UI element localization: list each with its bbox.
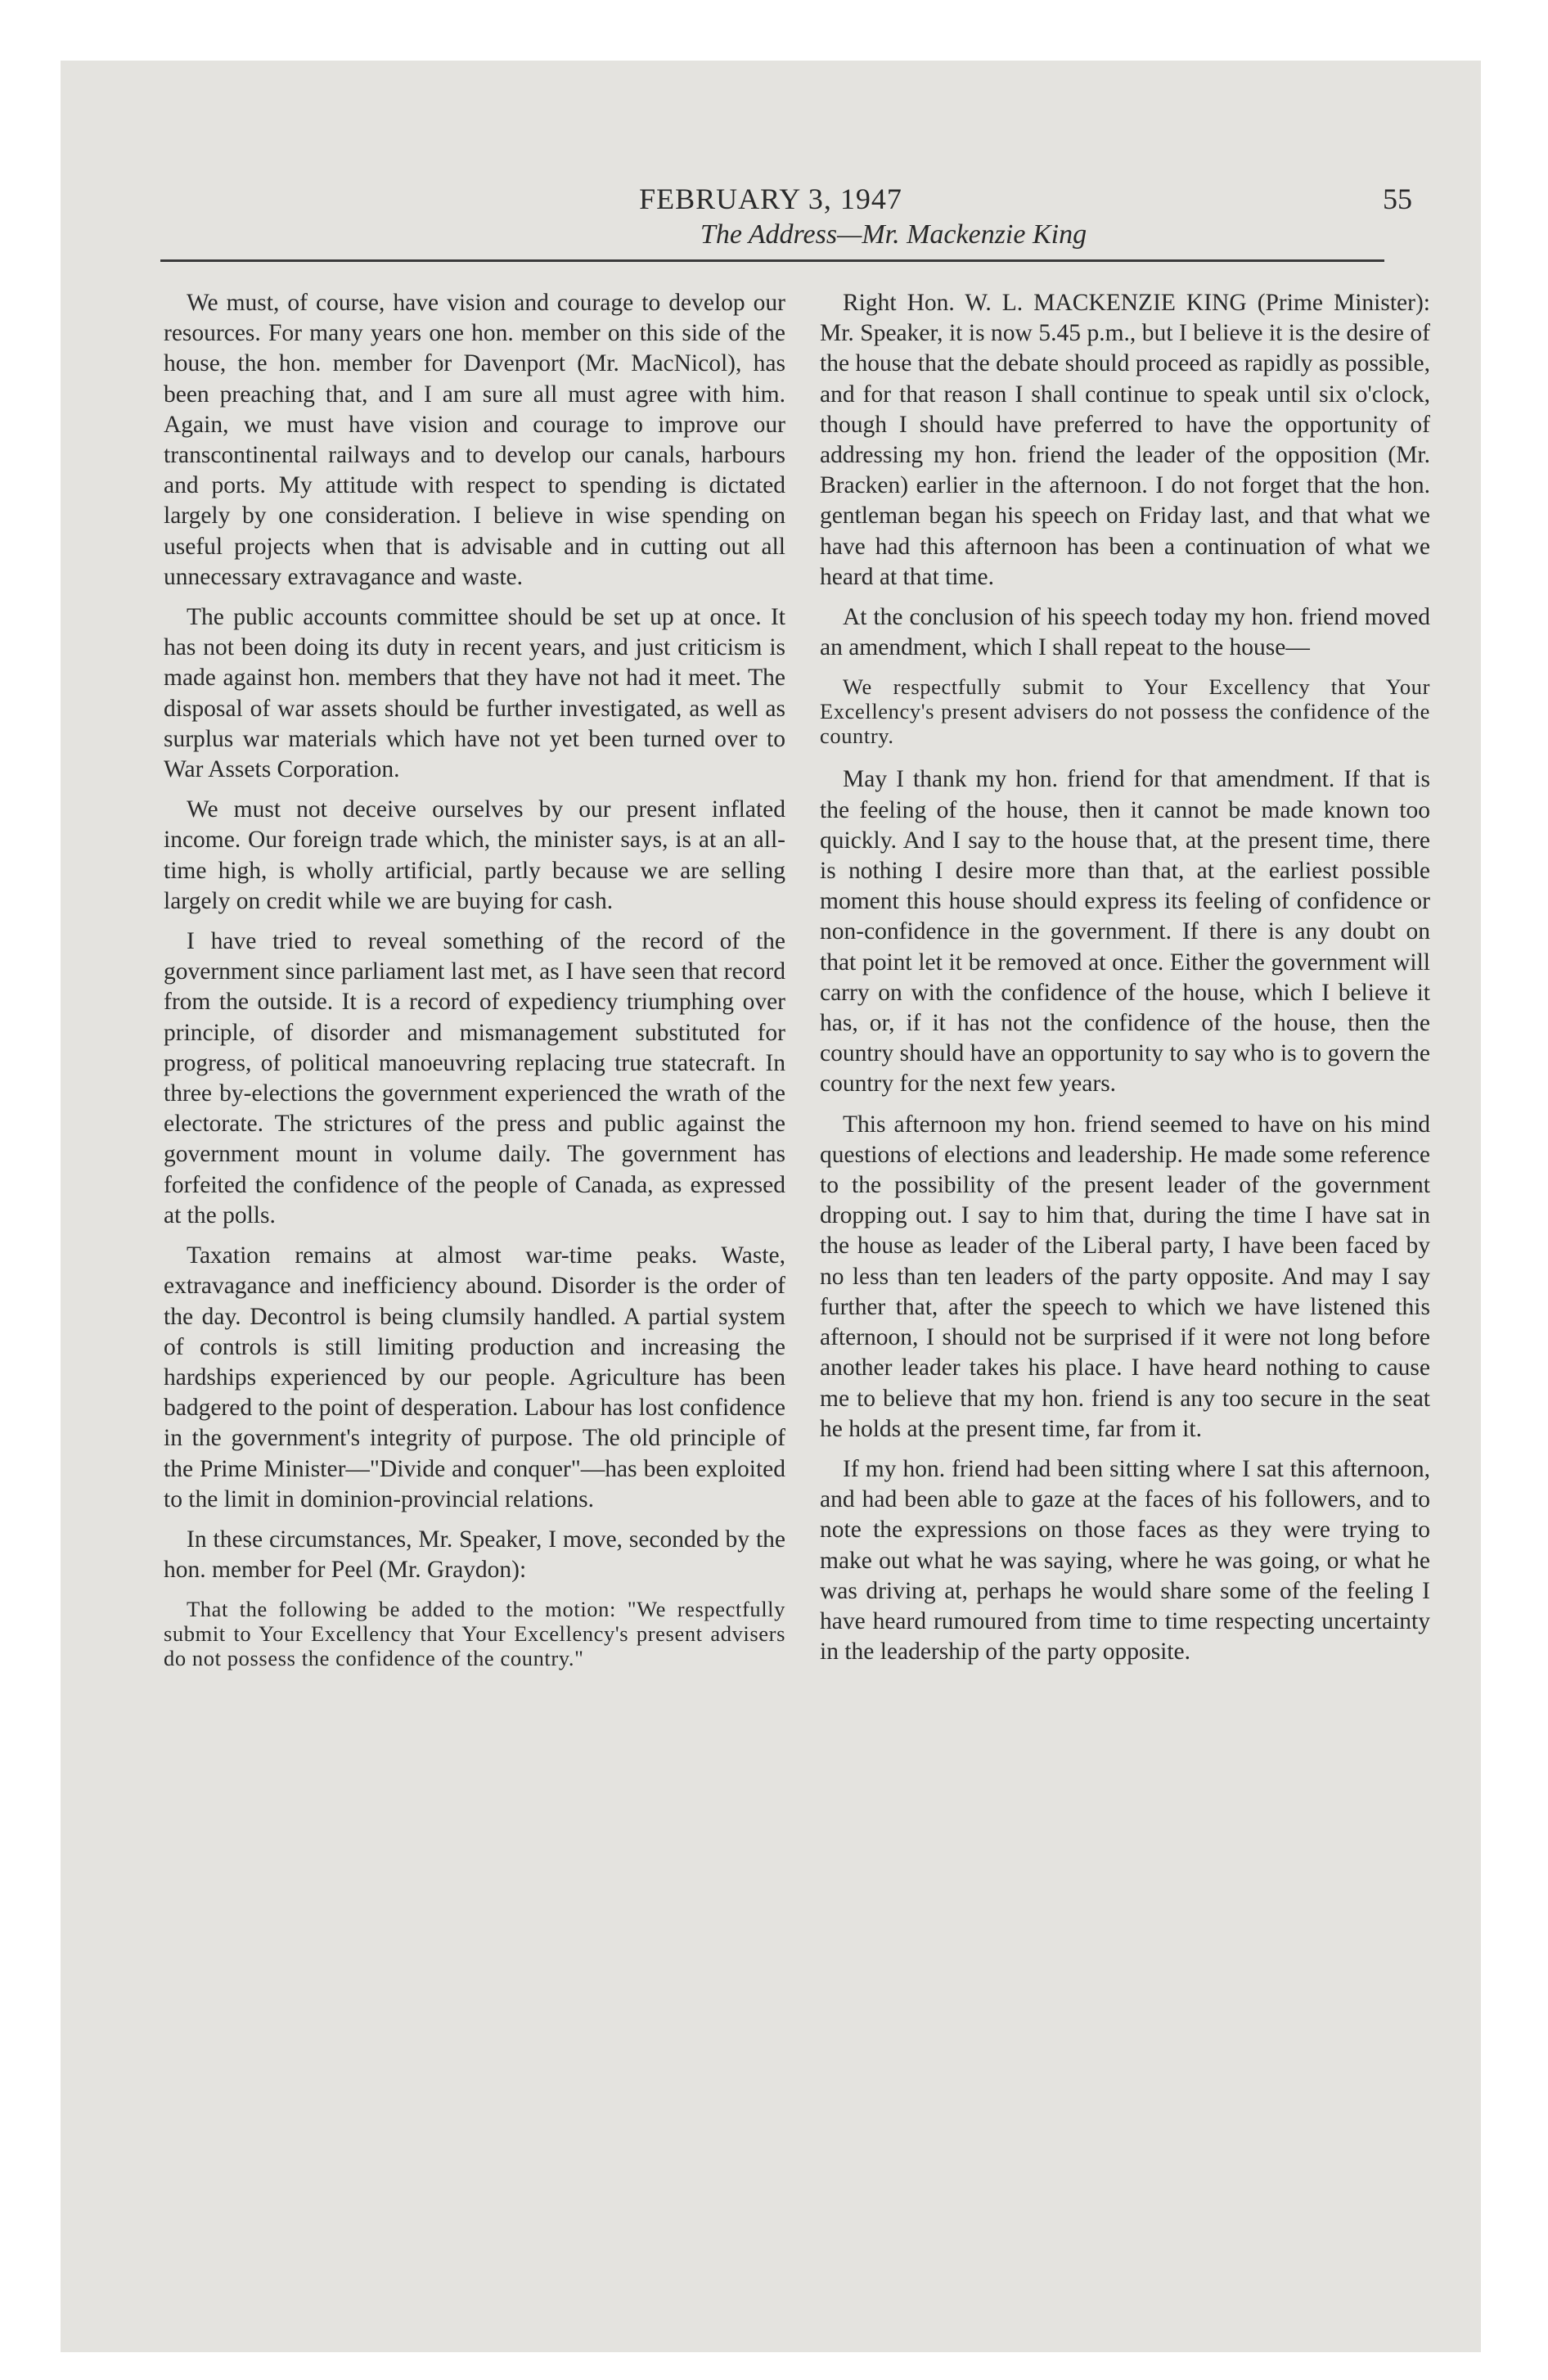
left-column [164,288,785,1670]
paragraph: We must not deceive ourselves by our present inflated income. Our foreign trade which, the minister says, is at an all-time high, is wholly artificial, partly because we are selling largely on credit while we are buying for cash. [164,796,785,914]
amendment-quote: We respectfully submit to Your Excellency that Your Excellency's present advisers do not possess the confidence of the country. [820,674,1430,749]
paragraph: We must, of course, have vision and courage to develop our resources. For many years one hon. member on this side of the house, the hon. member for Davenport (Mr. MacNicol), has been preaching that, and I am sure all must agree with him. Again, we must have vision and courage to improve our transcontinental railways and to develop our canals, harbours and ports. My attitude with respect to spending is dictated largely by one consideration. I believe in wise spending on useful projects when that is advisable and in cutting out all unnecessary extravagance and waste. [164,290,785,590]
paragraph: The public accounts committee should be set up at once. It has not been doing its duty in recent years, and just criticism is made against hon. members that they have not had it meet. The disposal of war assets should be further investigated, as well as surplus war materials which have not yet been turned over to War Assets Corporation. [164,604,785,783]
scanned-page [61,61,1481,2352]
paragraph: In these circumstances, Mr. Speaker, I move, seconded by the hon. member for Peel (Mr. Graydon): [164,1526,785,1584]
page-number: 55 [1383,183,1412,215]
paragraph: This afternoon my hon. friend seemed to have on his mind questions of elections and leadership. He made some reference to the possibility of the present leader of the government dropping out. I say to him that, during the time I have sat in the house as leader of the Liberal party, I have been faced by no less than ten leaders of the party opposite. And may I say further that, after the speech to which we have listened this afternoon, I should not be surprised if it were not long before another leader takes his place. I have heard nothing to cause me to believe that my hon. friend is any too secure in the seat he holds at the present time, far from it. [820,1111,1430,1442]
page-header [61,124,1481,250]
paragraph: If my hon. friend had been sitting where I sat this afternoon, and had been able to gaze at the faces of his followers, and to note the expressions on those faces as they were trying to make out what he was saying, where he was going, or what he was driving at, perhaps he would share some of the feeling I have heard rumoured from time to time respecting uncertainty in the leadership of the party opposite. [820,1455,1430,1666]
header-rule [160,259,1384,262]
paragraph: Taxation remains at almost war-time peaks. Waste, extravagance and inefficiency abound. Disorder is the order of the day. Decontrol is being clumsily handled. A partial system of controls is still limiting production and increasing the hardships experienced by our people. Agriculture has been badgered to the point of desperation. Labour has lost confidence in the government's integrity of purpose. The old principle of the Prime Minister—"Divide and conquer"—has been exploited to the limit in dominion-provincial relations. [164,1242,785,1512]
motion-quote: That the following be added to the motion: "We respectfully submit to Your Excellency that Your Excellency's present advisers do not possess the confidence of the country." [164,1597,785,1671]
paragraph: Right Hon. W. L. MACKENZIE KING (Prime Minister): Mr. Speaker, it is now 5.45 p.m., but I believe it is the desire of the house that the debate should proceed as rapidly as possible, and for that reason I shall continue to speak until six o'clock, though I should have preferred to have the opportunity of addressing my hon. friend the leader of the opposition (Mr. Bracken) earlier in the afternoon. I do not forget that the hon. gentleman began his speech on Friday last, and that what we have had this afternoon has been a continuation of what we heard at that time. [820,290,1430,590]
paragraph: At the conclusion of his speech today my hon. friend moved an amendment, which I shall repeat to the house— [820,604,1430,661]
paragraph: I have tried to reveal something of the record of the government since parliament last met, as I have seen that record from the outside. It is a record of expediency triumphing over principle, of disorder and mismanagement substituted for progress, of political manoeuvring replacing true statecraft. In three by-elections the government experienced the wrath of the electorate. The strictures of the press and public against the government mount in volume daily. The government has forfeited the confidence of the people of Canada, as expressed at the polls. [164,928,785,1228]
page-date: FEBRUARY 3, 1947 [639,183,902,215]
right-column [820,288,1430,1667]
paragraph: May I thank my hon. friend for that amendment. If that is the feeling of the house, then it cannot be made known too quickly. And I say to the house that, at the present time, there is nothing I desire more than that, at the earliest possible moment this house should express its feeling of confidence or non-confidence in the government. If there is any doubt on that point let it be removed at once. Either the government will carry on with the confidence of the house, which I believe it has, or, if it has not the confidence of the house, then the country should have an opportunity to say who is to govern the country for the next few years. [820,766,1430,1098]
running-title: The Address—Mr. Mackenzie King [700,219,1087,250]
